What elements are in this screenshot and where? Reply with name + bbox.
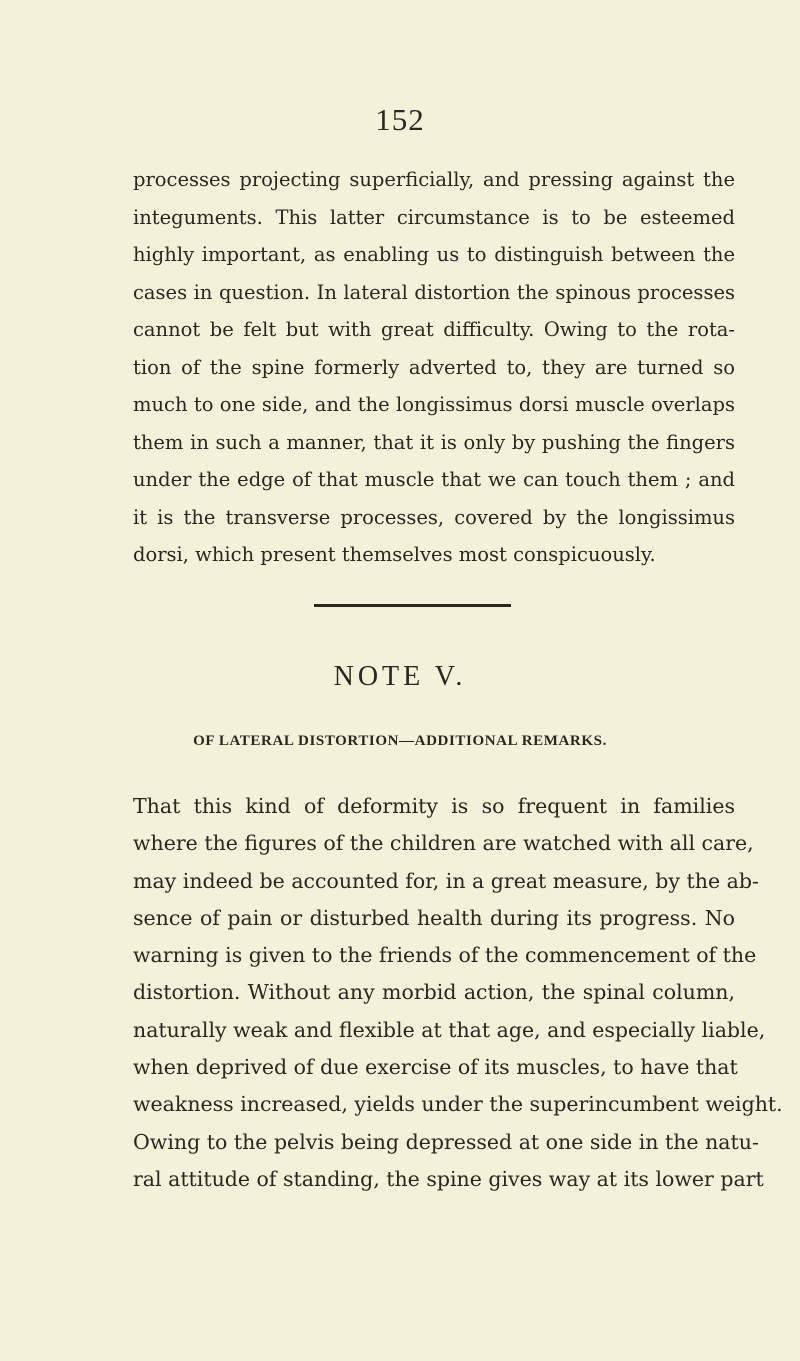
text-line: them in such a manner, that it is only by pushing the fingers <box>133 430 735 454</box>
text-line: under the edge of that muscle that we can touch them ; and <box>133 468 735 491</box>
text-line: much to one side, and the longissimus dorsi muscle overlaps <box>133 393 735 416</box>
text-line: integuments. This latter circumstance is to be esteemed <box>133 205 735 229</box>
text-line: weakness increased, yields under the superincumbent weight. <box>133 1092 783 1117</box>
text-line: it is the transverse processes, covered by the longissimus <box>133 505 735 529</box>
text-line: tion of the spine formerly adverted to, they are turned so <box>133 355 735 379</box>
text-line: warning is given to the friends of the commencement of the <box>133 943 757 968</box>
section-divider <box>314 604 511 607</box>
text-line: highly important, as enabling us to distinguish between the <box>133 243 735 266</box>
text-line: naturally weak and flexible at that age, and especially liable, <box>133 1017 766 1042</box>
text-line: processes projecting superficially, and pressing against the <box>133 168 735 191</box>
text-line: ral attitude of standing, the spine gives way at its lower part <box>133 1166 764 1191</box>
text-line: That this kind of deformity is so frequent in families <box>133 794 735 818</box>
text-line: Owing to the pelvis being depressed at one side in the natu- <box>133 1129 759 1154</box>
text-line: sence of pain or disturbed health during its progress. No <box>133 905 735 930</box>
paragraph-1 <box>133 161 735 574</box>
text-line: when deprived of due exercise of its muscles, to have that <box>133 1055 738 1080</box>
paragraph-2 <box>133 788 783 1198</box>
page-number: 152 <box>375 102 425 137</box>
text-line: where the figures of the children are watched with all care, <box>133 831 754 856</box>
text-line: dorsi, which present themselves most conspicuously. <box>133 543 656 566</box>
text-line: distortion. Without any morbid action, the spinal column, <box>133 980 735 1005</box>
note-title: NOTE V. <box>333 661 467 692</box>
text-line: cases in question. In lateral distortion the spinous processes <box>133 280 735 304</box>
text-line: cannot be felt but with great difficulty. Owing to the rota- <box>133 318 735 341</box>
text-line: may indeed be accounted for, in a great measure, by the ab- <box>133 868 759 893</box>
note-subtitle: OF LATERAL DISTORTION—ADDITIONAL REMARKS. <box>193 733 607 749</box>
